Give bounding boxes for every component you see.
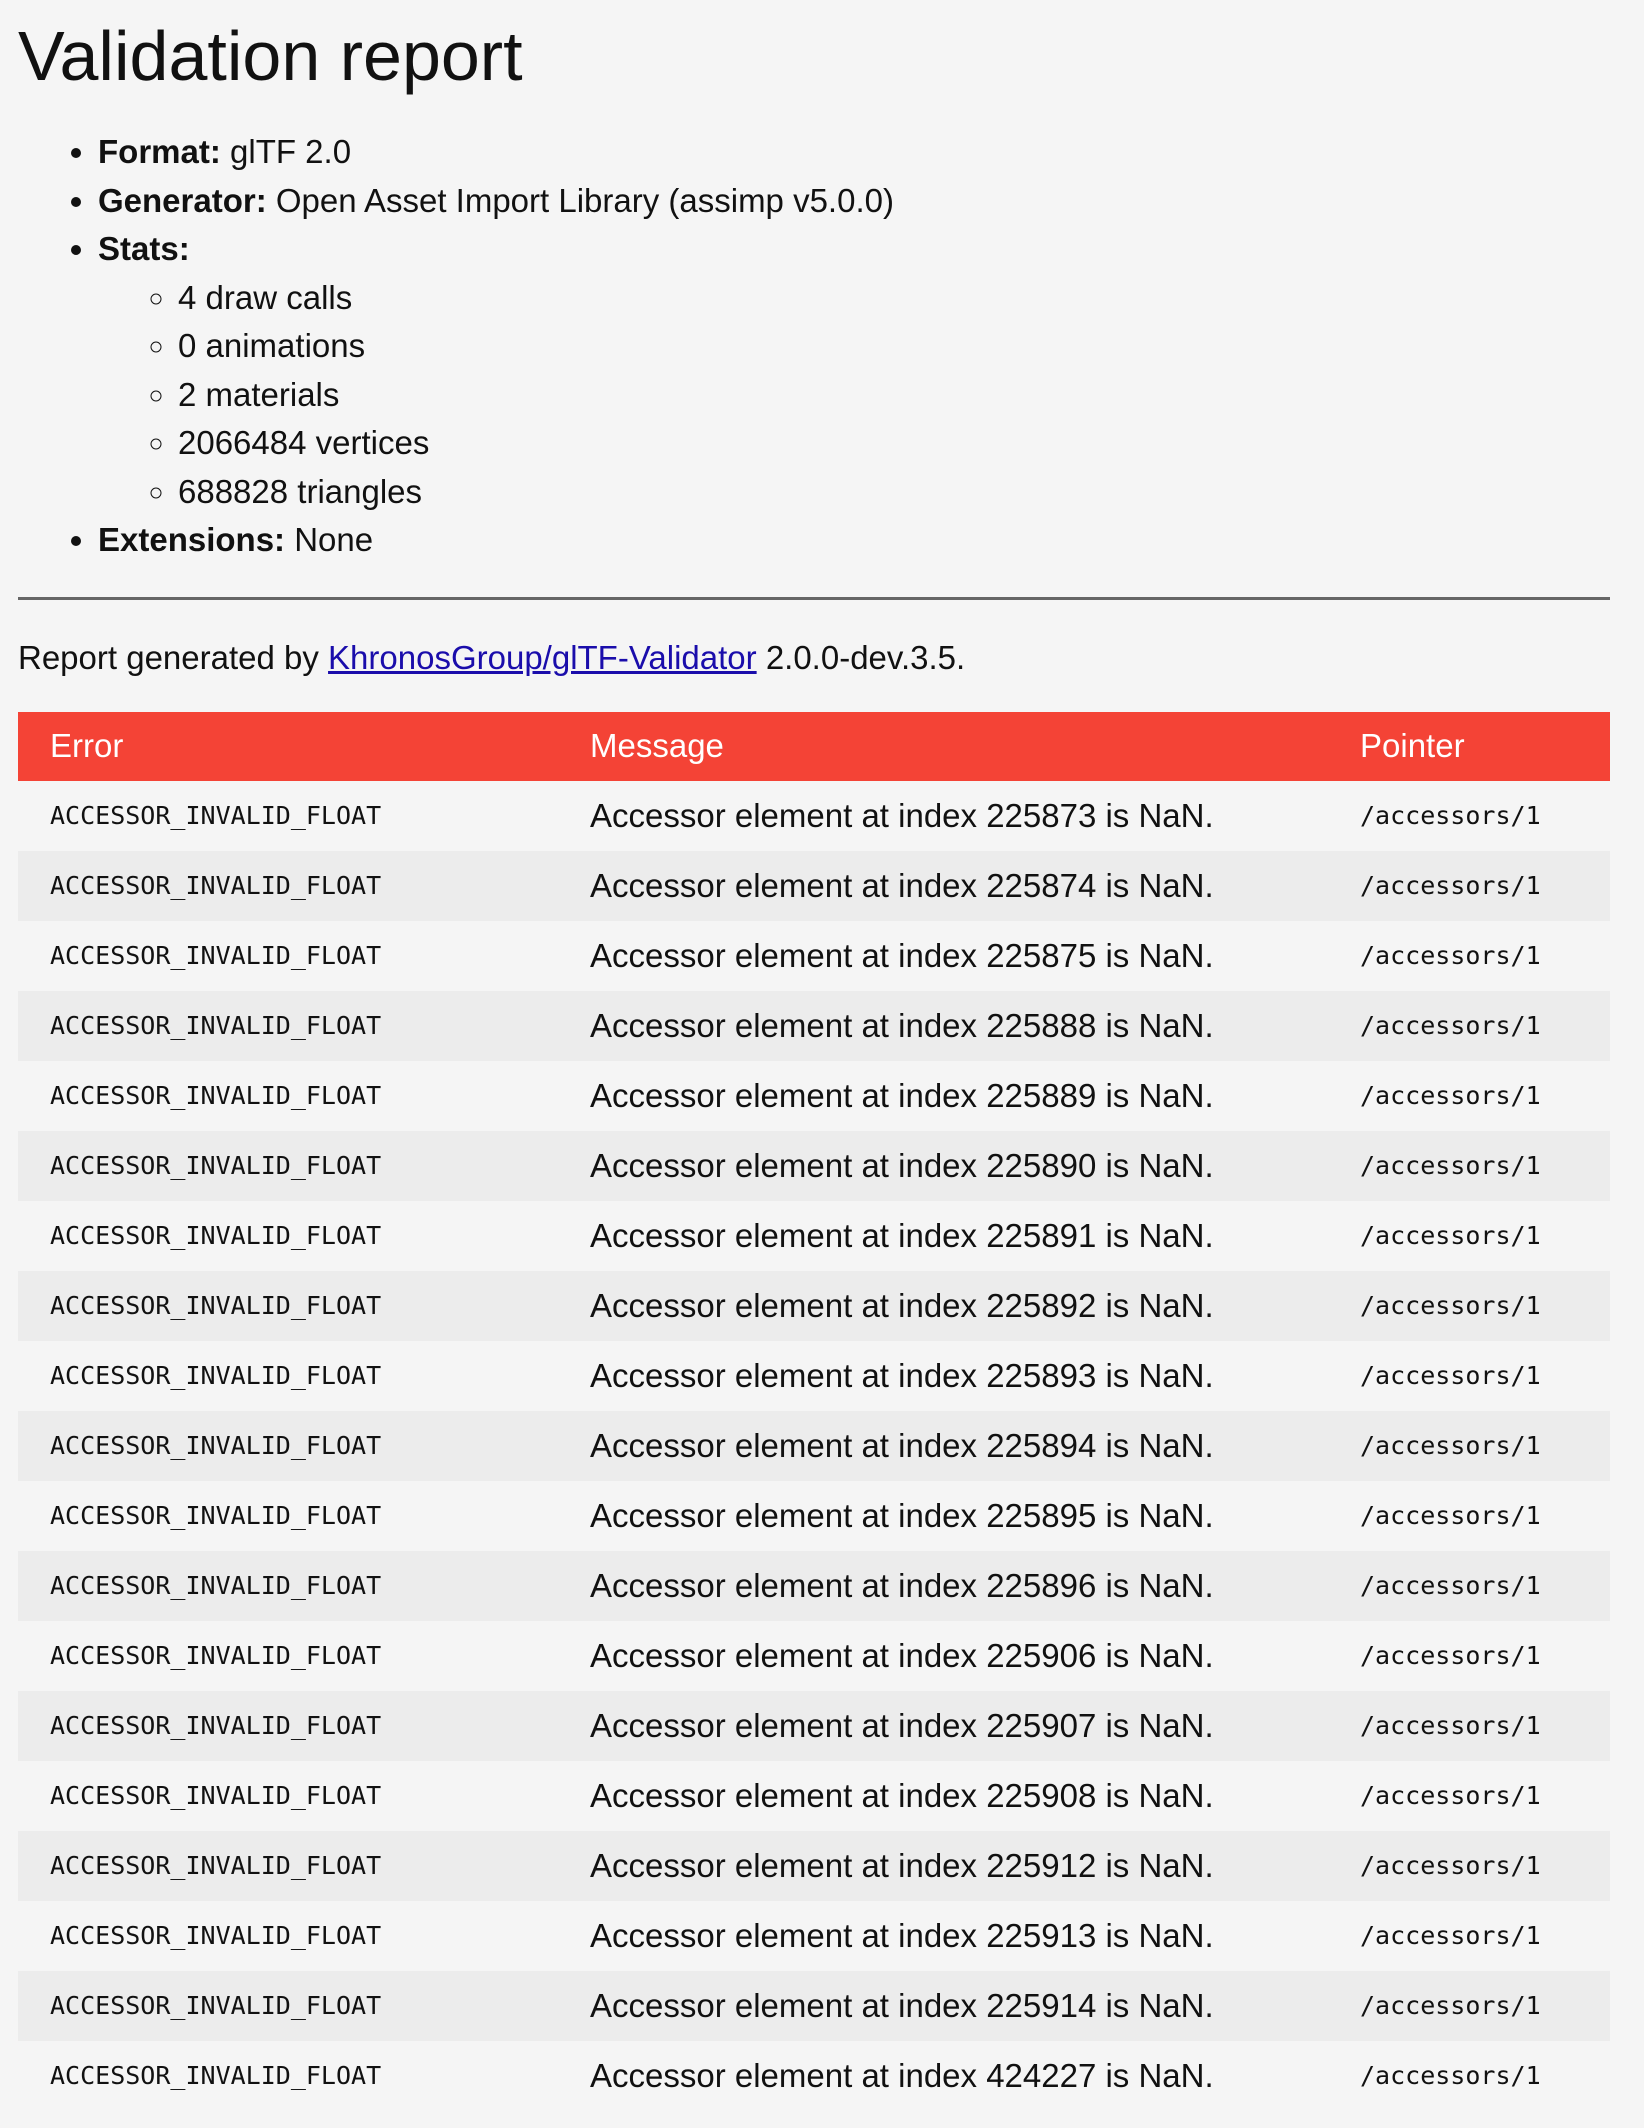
stat-animations: ◦ 0 animations (178, 322, 1626, 371)
message-cell: Accessor element at index 225892 is NaN. (590, 1286, 1214, 1324)
header-error: Error (50, 727, 124, 764)
message-cell: Accessor element at index 225907 is NaN. (590, 1706, 1214, 1744)
pointer-cell: /accessors/1 (1360, 1641, 1541, 1670)
message-cell: Accessor element at index 225893 is NaN. (590, 1356, 1214, 1394)
extensions-value: None (294, 521, 374, 558)
message-cell: Accessor element at index 225873 is NaN. (590, 796, 1214, 834)
format-label: Format: (98, 133, 221, 170)
error-code-cell: ACCESSOR_INVALID_FLOAT (50, 1081, 382, 1110)
table-row (18, 1691, 1610, 1761)
pointer-cell: /accessors/1 (1360, 1991, 1541, 2020)
issues-table (18, 712, 1610, 2111)
validator-link[interactable]: KhronosGroup/glTF-Validator (328, 638, 757, 676)
table-row (18, 851, 1610, 921)
pointer-cell: /accessors/1 (1360, 1921, 1541, 1950)
section-divider (18, 597, 1610, 600)
stat-vertices: ◦ 2066484 vertices (178, 419, 1626, 468)
error-code-cell: ACCESSOR_INVALID_FLOAT (50, 1501, 382, 1530)
header-pointer: Pointer (1360, 727, 1465, 764)
stats-label: Stats: (98, 230, 190, 267)
message-cell: Accessor element at index 225914 is NaN. (590, 1986, 1214, 2024)
error-code-cell: ACCESSOR_INVALID_FLOAT (50, 1781, 382, 1810)
error-code-cell: ACCESSOR_INVALID_FLOAT (50, 1431, 382, 1460)
table-row (18, 921, 1610, 991)
generated-prefix: Report generated by (18, 638, 319, 676)
pointer-cell: /accessors/1 (1360, 1221, 1541, 1250)
table-row (18, 1761, 1610, 1831)
pointer-cell: /accessors/1 (1360, 1151, 1541, 1180)
message-cell: Accessor element at index 225908 is NaN. (590, 1776, 1214, 1814)
error-code-cell: ACCESSOR_INVALID_FLOAT (50, 801, 382, 830)
message-cell: Accessor element at index 225896 is NaN. (590, 1566, 1214, 1604)
error-code-cell: ACCESSOR_INVALID_FLOAT (50, 1921, 382, 1950)
report-generated-line (18, 638, 1626, 678)
error-code-cell: ACCESSOR_INVALID_FLOAT (50, 871, 382, 900)
table-row (18, 1831, 1610, 1901)
stats-list (98, 274, 1626, 517)
table-row (18, 1481, 1610, 1551)
table-row (18, 1061, 1610, 1131)
generator-label: Generator: (98, 181, 267, 219)
error-code-cell: ACCESSOR_INVALID_FLOAT (50, 1851, 382, 1880)
table-row (18, 1621, 1610, 1691)
pointer-cell: /accessors/1 (1360, 1851, 1541, 1880)
error-code-cell: ACCESSOR_INVALID_FLOAT (50, 1991, 382, 2020)
table-row (18, 1131, 1610, 1201)
error-code-cell: ACCESSOR_INVALID_FLOAT (50, 1711, 382, 1740)
extensions-label: Extensions: (98, 521, 286, 558)
pointer-cell: /accessors/1 (1360, 1361, 1541, 1390)
table-row (18, 1201, 1610, 1271)
error-code-cell: ACCESSOR_INVALID_FLOAT (50, 941, 382, 970)
error-code-cell: ACCESSOR_INVALID_FLOAT (50, 1361, 382, 1390)
pointer-cell: /accessors/1 (1360, 1571, 1541, 1600)
message-cell: Accessor element at index 225912 is NaN. (590, 1846, 1214, 1884)
stats-item (98, 225, 1626, 516)
message-cell: Accessor element at index 225874 is NaN. (590, 866, 1214, 904)
pointer-cell: /accessors/1 (1360, 1081, 1541, 1110)
pointer-cell: /accessors/1 (1360, 1501, 1541, 1530)
pointer-cell: /accessors/1 (1360, 1291, 1541, 1320)
message-cell: Accessor element at index 225888 is NaN. (590, 1006, 1214, 1044)
pointer-cell: /accessors/1 (1360, 871, 1541, 900)
error-code-cell: ACCESSOR_INVALID_FLOAT (50, 1221, 382, 1250)
table-row (18, 2041, 1610, 2111)
table-row (18, 991, 1610, 1061)
error-code-cell: ACCESSOR_INVALID_FLOAT (50, 2061, 382, 2090)
stat-materials: ◦ 2 materials (178, 371, 1626, 420)
error-code-cell: ACCESSOR_INVALID_FLOAT (50, 1571, 382, 1600)
pointer-cell: /accessors/1 (1360, 2061, 1541, 2090)
message-cell: Accessor element at index 225891 is NaN. (590, 1216, 1214, 1254)
table-row (18, 1271, 1610, 1341)
error-code-cell: ACCESSOR_INVALID_FLOAT (50, 1291, 382, 1320)
format-item (98, 128, 1626, 177)
page-title: Validation report (18, 17, 523, 95)
pointer-cell: /accessors/1 (1360, 1711, 1541, 1740)
table-row (18, 1551, 1610, 1621)
pointer-cell: /accessors/1 (1360, 1011, 1541, 1040)
table-row (18, 1901, 1610, 1971)
generator-item (98, 177, 1626, 226)
stat-draw-calls: ◦ 4 draw calls (178, 274, 1626, 323)
message-cell: Accessor element at index 225895 is NaN. (590, 1496, 1214, 1534)
pointer-cell: /accessors/1 (1360, 941, 1541, 970)
table-row (18, 1971, 1610, 2041)
extensions-item (98, 516, 1626, 565)
generator-value: Open Asset Import Library (assimp v5.0.0) (275, 181, 894, 219)
stat-triangles: ◦ 688828 triangles (178, 468, 1626, 517)
header-message: Message (590, 727, 724, 764)
message-cell: Accessor element at index 225894 is NaN. (590, 1426, 1214, 1464)
issues-table-body (18, 781, 1610, 2111)
message-cell: Accessor element at index 424227 is NaN. (590, 2056, 1214, 2094)
table-row (18, 1341, 1610, 1411)
message-cell: Accessor element at index 225889 is NaN. (590, 1076, 1214, 1114)
error-code-cell: ACCESSOR_INVALID_FLOAT (50, 1151, 382, 1180)
message-cell: Accessor element at index 225890 is NaN. (590, 1146, 1214, 1184)
table-row (18, 781, 1610, 851)
table-row (18, 1411, 1610, 1481)
issues-table-header (18, 712, 1610, 781)
header-row (18, 712, 1610, 781)
pointer-cell: /accessors/1 (1360, 801, 1541, 830)
message-cell: Accessor element at index 225906 is NaN. (590, 1636, 1214, 1674)
error-code-cell: ACCESSOR_INVALID_FLOAT (50, 1641, 382, 1670)
generated-version: 2.0.0-dev.3.5. (765, 638, 966, 676)
pointer-cell: /accessors/1 (1360, 1781, 1541, 1810)
summary-list (18, 128, 1626, 565)
pointer-cell: /accessors/1 (1360, 1431, 1541, 1460)
error-code-cell: ACCESSOR_INVALID_FLOAT (50, 1011, 382, 1040)
format-value: glTF 2.0 (230, 133, 352, 170)
message-cell: Accessor element at index 225913 is NaN. (590, 1916, 1214, 1954)
message-cell: Accessor element at index 225875 is NaN. (590, 936, 1214, 974)
